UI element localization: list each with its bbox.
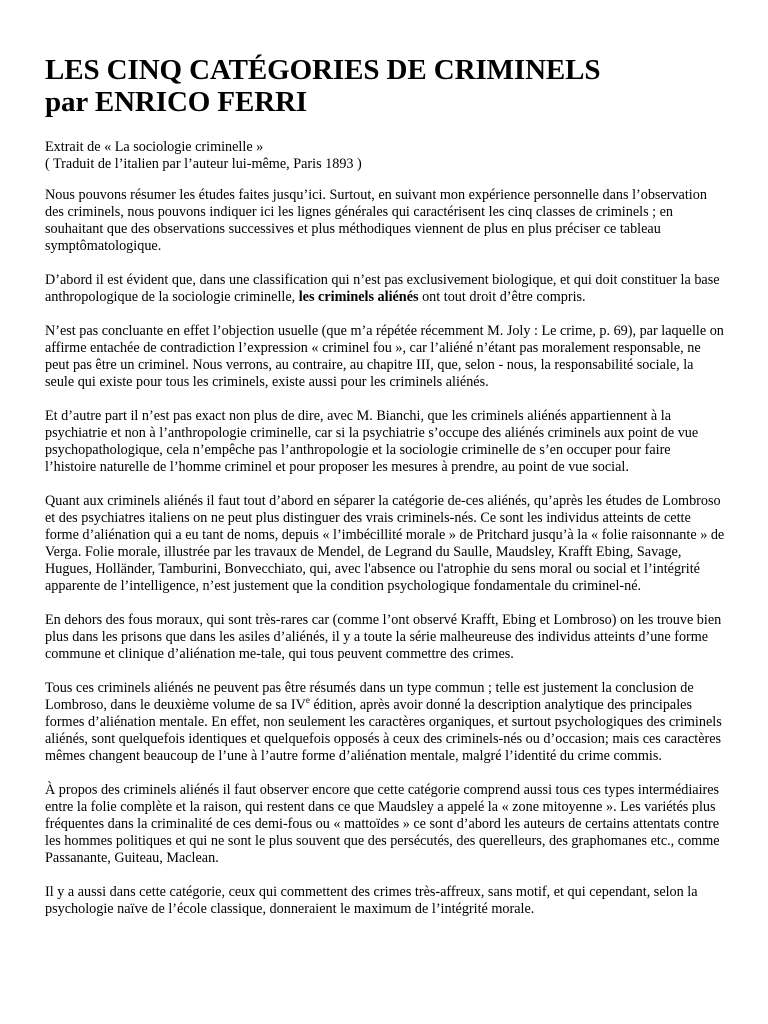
paragraph-5: Quant aux criminels aliénés il faut tout d’abord en séparer la catégorie de-ces aliénés, qu’après les études de Lombroso et des psychiatres italiens on ne peut plus distinguer des vrais criminels-nés. Ce sont les individus atteints de cette forme d’aliénation qui a eu tant de noms, depuis « l’imbécillité morale » de Pritchard jusqu’à la « folie raisonnante » de Verga. Folie morale, illustrée par les travaux de Mendel, de Legrand du Saulle, Maudsley, Krafft Ebing, Savage, Hugues, Holländer, Tamburini, Bonvecchiato, qui, avec l'absence ou l'atrophie du sens moral ou social et l’intégrité apparente de l’intelligence, n’est justement que la condition psychologique fondamentale du criminel-né. bbox=[45, 493, 725, 594]
paragraph-9: Il y a aussi dans cette catégorie, ceux qui commettent des crimes très-affreux, sans motif, et qui cependant, selon la psychologie naïve de l’école classique, donneraient le maximum de l’intégrité morale. bbox=[45, 884, 698, 917]
title-line-2: par ENRICO FERRI bbox=[45, 86, 308, 118]
paragraph-2-bold: les criminels aliénés bbox=[298, 289, 419, 305]
source-note bbox=[45, 139, 725, 173]
source-line-1: Extrait de « La sociologie criminelle » bbox=[45, 139, 264, 155]
paragraph-2-text-a: D’abord il est évident que, dans une classification qui n’est pas exclusivement biologique, et qui doit constituer la base anthropologique de la sociologie criminelle, bbox=[45, 272, 720, 305]
title-line-1: LES CINQ CATÉGORIES DE CRIMINELS bbox=[45, 54, 601, 86]
paragraph-3: N’est pas concluante en effet l’objection usuelle (que m’a répétée récemment M. Joly : Le crime, p. 69), par laquelle on affirme entachée de contradiction l’expression « criminel fou », car l’aliéné n’étant pas moralement responsable, ne peut pas être un criminel. Nous verrons, au contraire, au chapitre III, que, selon - nous, la responsabilité sociale, la seule qui existe pour tous les criminels, existe aussi pour les criminels aliénés. bbox=[45, 323, 724, 390]
paragraph-6: En dehors des fous moraux, qui sont très-rares car (comme l’ont observé Krafft, Ebing et Lombroso) on les trouve bien plus dans les prisons que dans les asiles d’aliénés, il y a toute la série malheureuse des individus atteints d’une forme commune et clinique d’aliénation me-tale, qui tous peuvent commettre des crimes. bbox=[45, 612, 722, 662]
page-title bbox=[45, 54, 725, 118]
paragraph-7-superscript: e bbox=[305, 695, 310, 705]
paragraph-7 bbox=[45, 680, 725, 765]
paragraph-2-text-b: ont tout droit d’être compris. bbox=[418, 289, 586, 305]
paragraph-1: Nous pouvons résumer les études faites jusqu’ici. Surtout, en suivant mon expérience personnelle dans l’observation des criminels, nous pouvons indiquer ici les lignes générales qui caractérisent les cinq classes de criminels ; en souhaitant que des observations successives et plus méthodiques viennent de plus en plus préciser ce tableau symptômatologique. bbox=[45, 187, 707, 254]
source-line-2: ( Traduit de l’italien par l’auteur lui-même, Paris 1893 ) bbox=[45, 156, 362, 172]
paragraph-8: À propos des criminels aliénés il faut observer encore que cette catégorie comprend aussi tous ces types intermédiaires entre la folie complète et la raison, qui restent dans ce que Maudsley a appelé la « zone mitoyenne ». Les variétés plus fréquentes dans la criminalité de ces demi-fous ou « mattoïdes » ce sont d’abord les auteurs de certains attentats contre les hommes politiques et qui ne sont le plus souvent que des persécutés, des querelleurs, des graphomanes etc., comme Passanante, Guiteau, Maclean. bbox=[45, 782, 720, 866]
paragraph-4: Et d’autre part il n’est pas exact non plus de dire, avec M. Bianchi, que les criminels aliénés appartiennent à la psychiatrie et non à l’anthropologie criminelle, car si la psychiatrie s’occupe des aliénés criminels aux point de vue psychopathologique, cela n’empêche pas l’anthropologie et la sociologie criminelle de s’en occuper pour faire l’histoire naturelle de l’homme criminel et pour proposer les mesures à prendre, au point de vue social. bbox=[45, 408, 699, 475]
paragraph-2 bbox=[45, 272, 725, 306]
paragraph-7-text-a: Tous ces criminels aliénés ne peuvent pas être résumés dans un type commun ; telle est justement la conclusion de Lombroso, dans le deuxième volume de sa IV bbox=[45, 680, 694, 713]
paragraph-7-text-b: édition, après avoir donné la description analytique des principales formes d’aliénation mentale. En effet, non seulement les caractères organiques, et surtout psychologiques des criminels aliénés, sont quelquefois identiques et quelquefois opposés à ceux des criminels-nés ou d’occasion; mais ces caractères mêmes changent beaucoup de l’une à l’autre forme d’aliénation mentale, malgré l’identité du crime commis. bbox=[45, 697, 722, 764]
document-page bbox=[45, 54, 725, 918]
